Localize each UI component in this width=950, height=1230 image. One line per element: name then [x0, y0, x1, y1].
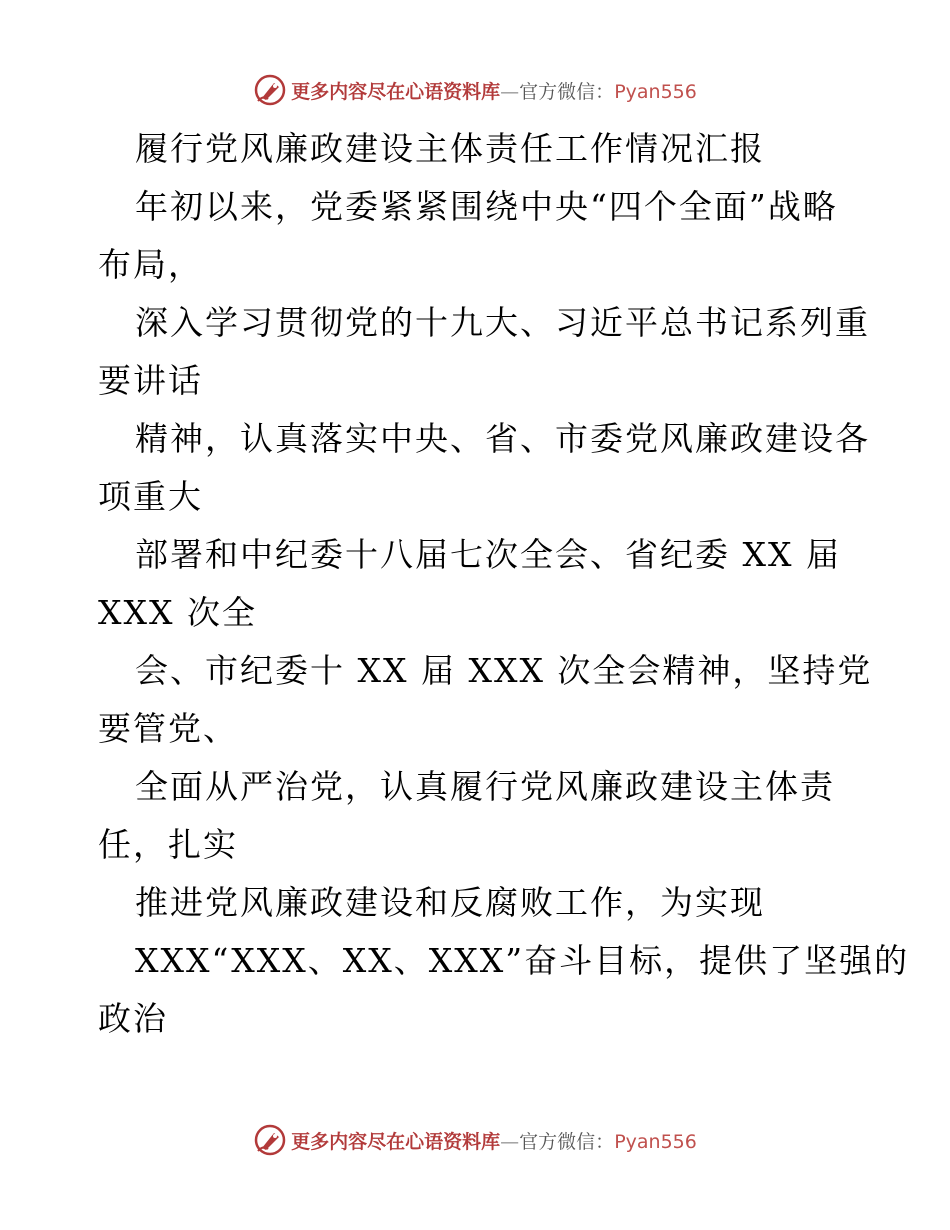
- pen-nib-circle-icon: [253, 73, 287, 107]
- header-watermark: [0, 70, 950, 110]
- paragraph-line: 项重大: [98, 477, 203, 516]
- footer-watermark: [0, 1120, 950, 1160]
- paragraph-line: 全面从严治党，认真履行党风廉政建设主体责: [135, 767, 835, 806]
- paragraph-line: 部署和中纪委十八届七次全会、省纪委 XX 届: [135, 535, 841, 574]
- watermark-brand: 更多内容尽在心语资料库: [291, 80, 501, 103]
- document-title: 履行党风廉政建设主体责任工作情况汇报: [135, 129, 765, 168]
- paragraph-line: 年初以来，党委紧紧围绕中央“四个全面”战略: [135, 187, 838, 226]
- paragraph-line: 推进党风廉政建设和反腐败工作，为实现: [135, 883, 765, 922]
- pen-nib-circle-icon: [253, 1123, 287, 1157]
- paragraph-line: XXX“XXX、XX、XXX”奋斗目标，提供了坚强的: [135, 941, 910, 980]
- document-body: [98, 120, 910, 1048]
- paragraph-line: 会、市纪委十 XX 届 XXX 次全会精神，坚持党: [135, 651, 873, 690]
- watermark-wechat-id: Pyan556: [614, 1130, 697, 1153]
- paragraph-line: 深入学习贯彻党的十九大、习近平总书记系列重: [135, 303, 870, 342]
- paragraph-line: 要讲话: [98, 361, 203, 400]
- paragraph-line: 布局，: [98, 245, 203, 284]
- watermark-dash: —: [500, 80, 520, 103]
- paragraph-line: 政治: [98, 999, 168, 1038]
- watermark-text: [291, 1127, 697, 1154]
- watermark-wechat-id: Pyan556: [614, 80, 697, 103]
- paragraph-line: 精神，认真落实中央、省、市委党风廉政建设各: [135, 419, 870, 458]
- paragraph-line: 任，扎实: [98, 825, 238, 864]
- watermark-official: 官方微信：: [519, 1130, 615, 1153]
- watermark-text: [291, 77, 697, 104]
- watermark-official: 官方微信：: [519, 80, 615, 103]
- watermark-dash: —: [500, 1130, 520, 1153]
- paragraph-line: 要管党、: [98, 709, 238, 748]
- watermark-brand: 更多内容尽在心语资料库: [291, 1130, 501, 1153]
- paragraph-line: XXX 次全: [98, 593, 257, 632]
